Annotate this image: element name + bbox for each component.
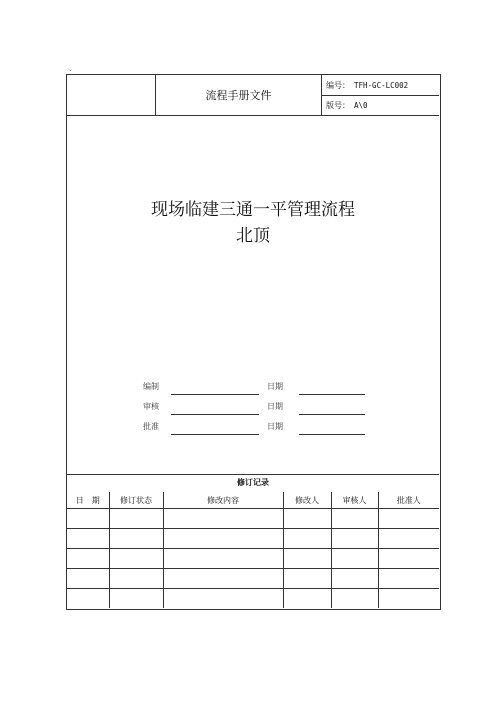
header-meta (322, 75, 439, 115)
reviewer-label: 审核 (143, 402, 159, 411)
corner-mark: ˇ (69, 70, 72, 77)
reviewer-date-line[interactable] (299, 414, 365, 415)
col-content: 修改内容 (163, 492, 283, 509)
approver-date-line[interactable] (299, 434, 365, 435)
header (67, 75, 439, 116)
table-row[interactable] (67, 569, 439, 589)
compiler-label: 编制 (143, 382, 159, 391)
col-status: 修订状态 (109, 492, 163, 509)
doc-number: TFH-GC-LC002 (354, 80, 409, 90)
logo-cell (67, 75, 156, 115)
approver-date-label: 日期 (267, 422, 283, 431)
approver-label: 批准 (143, 422, 159, 431)
col-reviewer: 审核人 (331, 492, 378, 509)
table-row[interactable] (67, 549, 439, 569)
reviewer-line[interactable] (171, 414, 259, 415)
compiler-date-line[interactable] (299, 394, 365, 395)
version-label: 版号： (326, 101, 350, 110)
document-category: 流程手册文件 (156, 75, 322, 115)
document-frame (66, 74, 441, 610)
revision-header-row (67, 492, 439, 509)
version-row (322, 95, 439, 115)
table-row[interactable] (67, 589, 439, 609)
doc-number-label: 编号： (326, 80, 350, 90)
revision-title: 修订记录 (237, 478, 269, 487)
reviewer-date-label: 日期 (267, 402, 283, 411)
col-modifier: 修改人 (283, 492, 331, 509)
revision-divider (67, 474, 439, 475)
compiler-line[interactable] (171, 394, 259, 395)
compiler-date-label: 日期 (267, 382, 283, 391)
revision-table (67, 492, 439, 608)
document-title: 现场临建三通一平管理流程 (151, 200, 355, 220)
version-number: A\0 (354, 101, 368, 110)
col-approver: 批准人 (378, 492, 439, 509)
col-date: 日 期 (67, 492, 109, 509)
approver-line[interactable] (171, 434, 259, 435)
table-row[interactable] (67, 529, 439, 549)
doc-number-row (322, 75, 439, 95)
table-row[interactable] (67, 509, 439, 529)
document-subtitle: 北顶 (236, 226, 270, 246)
